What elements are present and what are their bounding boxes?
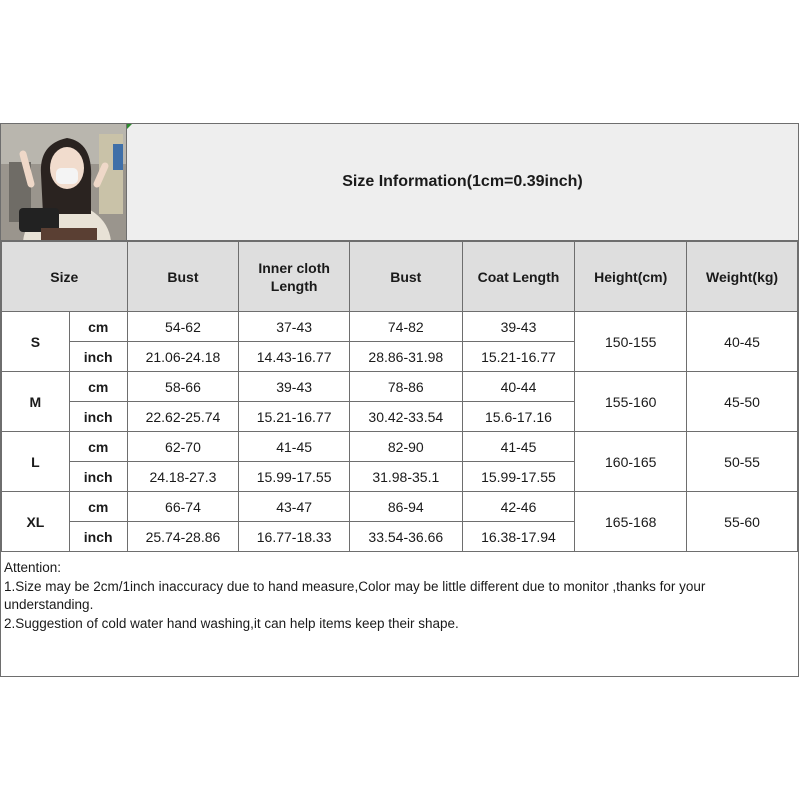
header-inner-cloth-length	[239, 242, 350, 312]
model-photo-illustration	[1, 124, 127, 241]
header-coat-length: Coat Length	[462, 242, 575, 312]
size-chart-sheet	[0, 123, 799, 677]
coat-length-value: 15.6-17.16	[462, 402, 575, 432]
table-row	[2, 432, 798, 462]
inner-length-value: 15.21-16.77	[239, 402, 350, 432]
header-size: Size	[2, 242, 128, 312]
notes-heading: Attention:	[4, 560, 62, 575]
coat-length-value: 16.38-17.94	[462, 522, 575, 552]
header-weight: Weight(kg)	[687, 242, 798, 312]
bust-value: 54-62	[127, 312, 239, 342]
height-value: 160-165	[575, 432, 687, 492]
size-table	[1, 241, 798, 552]
coat-length-value: 41-45	[462, 432, 575, 462]
coat-length-value: 15.99-17.55	[462, 462, 575, 492]
weight-value: 55-60	[687, 492, 798, 552]
chart-title: Size Information(1cm=0.39inch)	[342, 173, 583, 190]
header-height: Height(cm)	[575, 242, 687, 312]
unit-label: inch	[69, 522, 127, 552]
unit-label: inch	[69, 402, 127, 432]
bust2-value: 82-90	[349, 432, 462, 462]
weight-value: 40-45	[687, 312, 798, 372]
bust-value: 58-66	[127, 372, 239, 402]
attention-notes	[1, 559, 798, 633]
bust2-value: 86-94	[349, 492, 462, 522]
unit-label: inch	[69, 342, 127, 372]
weight-value: 50-55	[687, 432, 798, 492]
bust-value: 25.74-28.86	[127, 522, 239, 552]
notes-line-2: 2.Suggestion of cold water hand washing,it can help items keep their shape.	[4, 615, 459, 631]
bust2-value: 33.54-36.66	[349, 522, 462, 552]
table-row	[2, 372, 798, 402]
unit-label: cm	[69, 432, 127, 462]
size-label: XL	[2, 492, 70, 552]
size-label: L	[2, 432, 70, 492]
chart-title-cell	[127, 124, 798, 241]
inner-length-value: 39-43	[239, 372, 350, 402]
header-bust: Bust	[127, 242, 239, 312]
table-row	[2, 492, 798, 522]
height-value: 155-160	[575, 372, 687, 432]
inner-length-value: 16.77-18.33	[239, 522, 350, 552]
height-value: 150-155	[575, 312, 687, 372]
coat-length-value: 40-44	[462, 372, 575, 402]
corner-mark	[127, 124, 132, 129]
weight-value: 45-50	[687, 372, 798, 432]
unit-label: cm	[69, 372, 127, 402]
header-row	[2, 242, 798, 312]
bust2-value: 30.42-33.54	[349, 402, 462, 432]
inner-length-value: 41-45	[239, 432, 350, 462]
bust-value: 22.62-25.74	[127, 402, 239, 432]
bust-value: 21.06-24.18	[127, 342, 239, 372]
unit-label: inch	[69, 462, 127, 492]
header-inner-line1: Inner cloth	[258, 259, 330, 276]
bust2-value: 78-86	[349, 372, 462, 402]
bust-value: 62-70	[127, 432, 239, 462]
bust-value: 66-74	[127, 492, 239, 522]
size-label: M	[2, 372, 70, 432]
inner-length-value: 14.43-16.77	[239, 342, 350, 372]
model-photo	[1, 124, 127, 241]
inner-length-value: 43-47	[239, 492, 350, 522]
size-label: S	[2, 312, 70, 372]
bust-value: 24.18-27.3	[127, 462, 239, 492]
coat-length-value: 39-43	[462, 312, 575, 342]
notes-line-1: 1.Size may be 2cm/1inch inaccuracy due to hand measure,Color may be little different due to monitor ,thanks for your understanding.	[4, 578, 706, 612]
bust2-value: 31.98-35.1	[349, 462, 462, 492]
bust2-value: 28.86-31.98	[349, 342, 462, 372]
unit-label: cm	[69, 312, 127, 342]
inner-length-value: 15.99-17.55	[239, 462, 350, 492]
header-bust-2: Bust	[349, 242, 462, 312]
coat-length-value: 42-46	[462, 492, 575, 522]
inner-length-value: 37-43	[239, 312, 350, 342]
header-inner-line2: Length	[270, 277, 318, 294]
coat-length-value: 15.21-16.77	[462, 342, 575, 372]
height-value: 165-168	[575, 492, 687, 552]
unit-label: cm	[69, 492, 127, 522]
table-row	[2, 312, 798, 342]
bust2-value: 74-82	[349, 312, 462, 342]
